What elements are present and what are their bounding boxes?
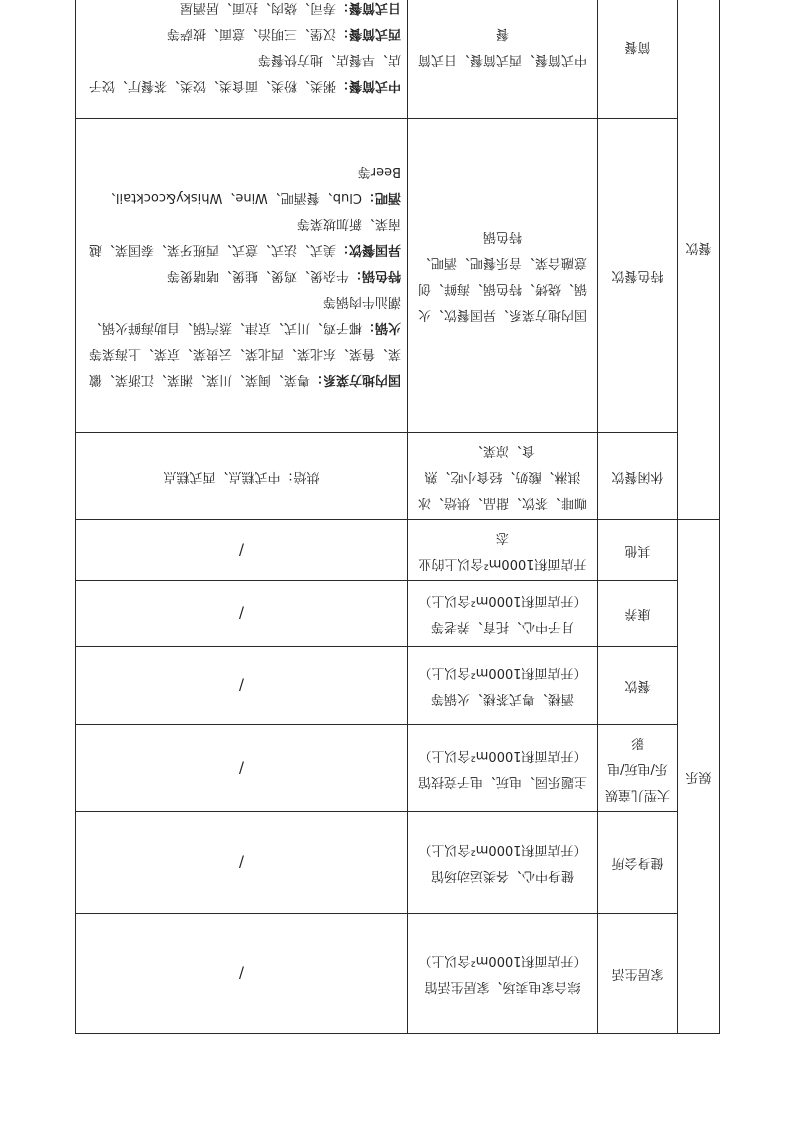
note-cell: / bbox=[76, 581, 408, 647]
business-format-table bbox=[75, 0, 720, 1034]
note-cell: / bbox=[76, 812, 408, 914]
sub-item: 综合家电卖场、家居生活馆 bbox=[424, 979, 581, 995]
table-row bbox=[76, 581, 720, 647]
sub-cell: 咖啡、茶饮、甜品、烘焙、冰淇淋、酸奶、轻食小吃、熟食、凉菜、 bbox=[408, 433, 598, 520]
sub-item: （开店面积1000m²含以上） bbox=[418, 593, 587, 609]
detail-cell: 烘焙：中式糕点、西式糕点 bbox=[76, 433, 408, 520]
sub-cell bbox=[408, 581, 598, 647]
sub-cell: 开店面积1000m²含以上的业态 bbox=[408, 520, 598, 581]
note-cell: / bbox=[76, 520, 408, 581]
table-row bbox=[76, 433, 720, 520]
sub-cell: 国内地方菜系、异国餐饮、火锅、烧烤、特色锅、海鲜、创意融合菜、音乐餐吧、酒吧、特色锅 bbox=[408, 119, 598, 433]
table-row bbox=[76, 647, 720, 725]
detail-cell bbox=[76, 0, 408, 119]
detail-line: 国内地方菜系：粤菜、闽菜、川菜、湘菜、江浙菜、徽菜、鲁菜、东北菜、西北菜、云贵菜、京菜、上海菜等 bbox=[88, 346, 401, 388]
table-row bbox=[76, 812, 720, 914]
sub-item: 酒楼、粤式茶楼、火锅等 bbox=[431, 691, 575, 707]
note-cell: / bbox=[76, 647, 408, 725]
type-cell: 康养 bbox=[598, 581, 678, 647]
sub-cell bbox=[408, 914, 598, 1034]
table-row bbox=[76, 119, 720, 433]
category-cell-catering: 餐饮 bbox=[678, 0, 720, 520]
type-cell: 其他 bbox=[598, 520, 678, 581]
detail-line: 异国餐饮：美式、法式、意式、西班牙菜、泰国菜、越南菜、新加坡菜等 bbox=[88, 216, 401, 258]
detail-line: 火锅：椰子鸡、川式、京津、蒸汽锅、自助海鲜火锅、潮汕牛肉锅等 bbox=[88, 294, 401, 336]
sub-item: （开店面积1000m²含以上） bbox=[418, 665, 587, 681]
note-cell: / bbox=[76, 725, 408, 812]
sub-cell bbox=[408, 812, 598, 914]
detail-line: 特色锅：牛杂煲、鸡煲、蛙煲、啫啫煲等 bbox=[166, 268, 401, 284]
sub-cell: 中式简餐、西式简餐、日式简餐 bbox=[408, 0, 598, 119]
type-cell: 特色餐饮 bbox=[598, 119, 678, 433]
sub-item: （开店面积1000m²含以上） bbox=[418, 842, 587, 858]
type-cell: 大型儿童娱乐/电玩/电影 bbox=[598, 725, 678, 812]
detail-line: 西式简餐：汉堡、三明治、意面、披萨等 bbox=[166, 26, 401, 42]
sub-item: （开店面积1000m²含以上） bbox=[418, 748, 587, 763]
sub-cell bbox=[408, 725, 598, 812]
table-row bbox=[76, 914, 720, 1034]
note-cell: / bbox=[76, 914, 408, 1034]
type-cell: 餐饮 bbox=[598, 647, 678, 725]
detail-line: 酒吧：Club、餐酒吧、Wine、Whisky&cocktail、Beer等 bbox=[102, 164, 401, 206]
sub-item: 月子中心、托育、养老等 bbox=[431, 619, 575, 635]
type-cell: 健身会所 bbox=[598, 812, 678, 914]
sub-item: 主题乐园、电玩、电子竞技馆 bbox=[418, 774, 588, 789]
table-row bbox=[76, 0, 720, 119]
type-cell: 休闲餐饮 bbox=[598, 433, 678, 520]
table-row bbox=[76, 520, 720, 581]
sub-item: （开店面积1000m²含以上） bbox=[418, 953, 587, 969]
detail-cell bbox=[76, 119, 408, 433]
type-cell: 家居生活 bbox=[598, 914, 678, 1034]
sub-cell bbox=[408, 647, 598, 725]
category-cell-entertainment: 娱乐 bbox=[678, 520, 720, 1034]
sub-item: 健身中心、各类运动场馆 bbox=[431, 868, 575, 884]
type-cell: 简餐 bbox=[598, 0, 678, 119]
detail-line: 中式简餐：粥类、粉类、面食类、饺类、茶餐厅、饺子店、早餐店、地方快餐等 bbox=[88, 52, 401, 94]
table-row bbox=[76, 725, 720, 812]
detail-line: 日式简餐：寿司、烧肉、拉面、居酒屋 bbox=[179, 0, 401, 16]
